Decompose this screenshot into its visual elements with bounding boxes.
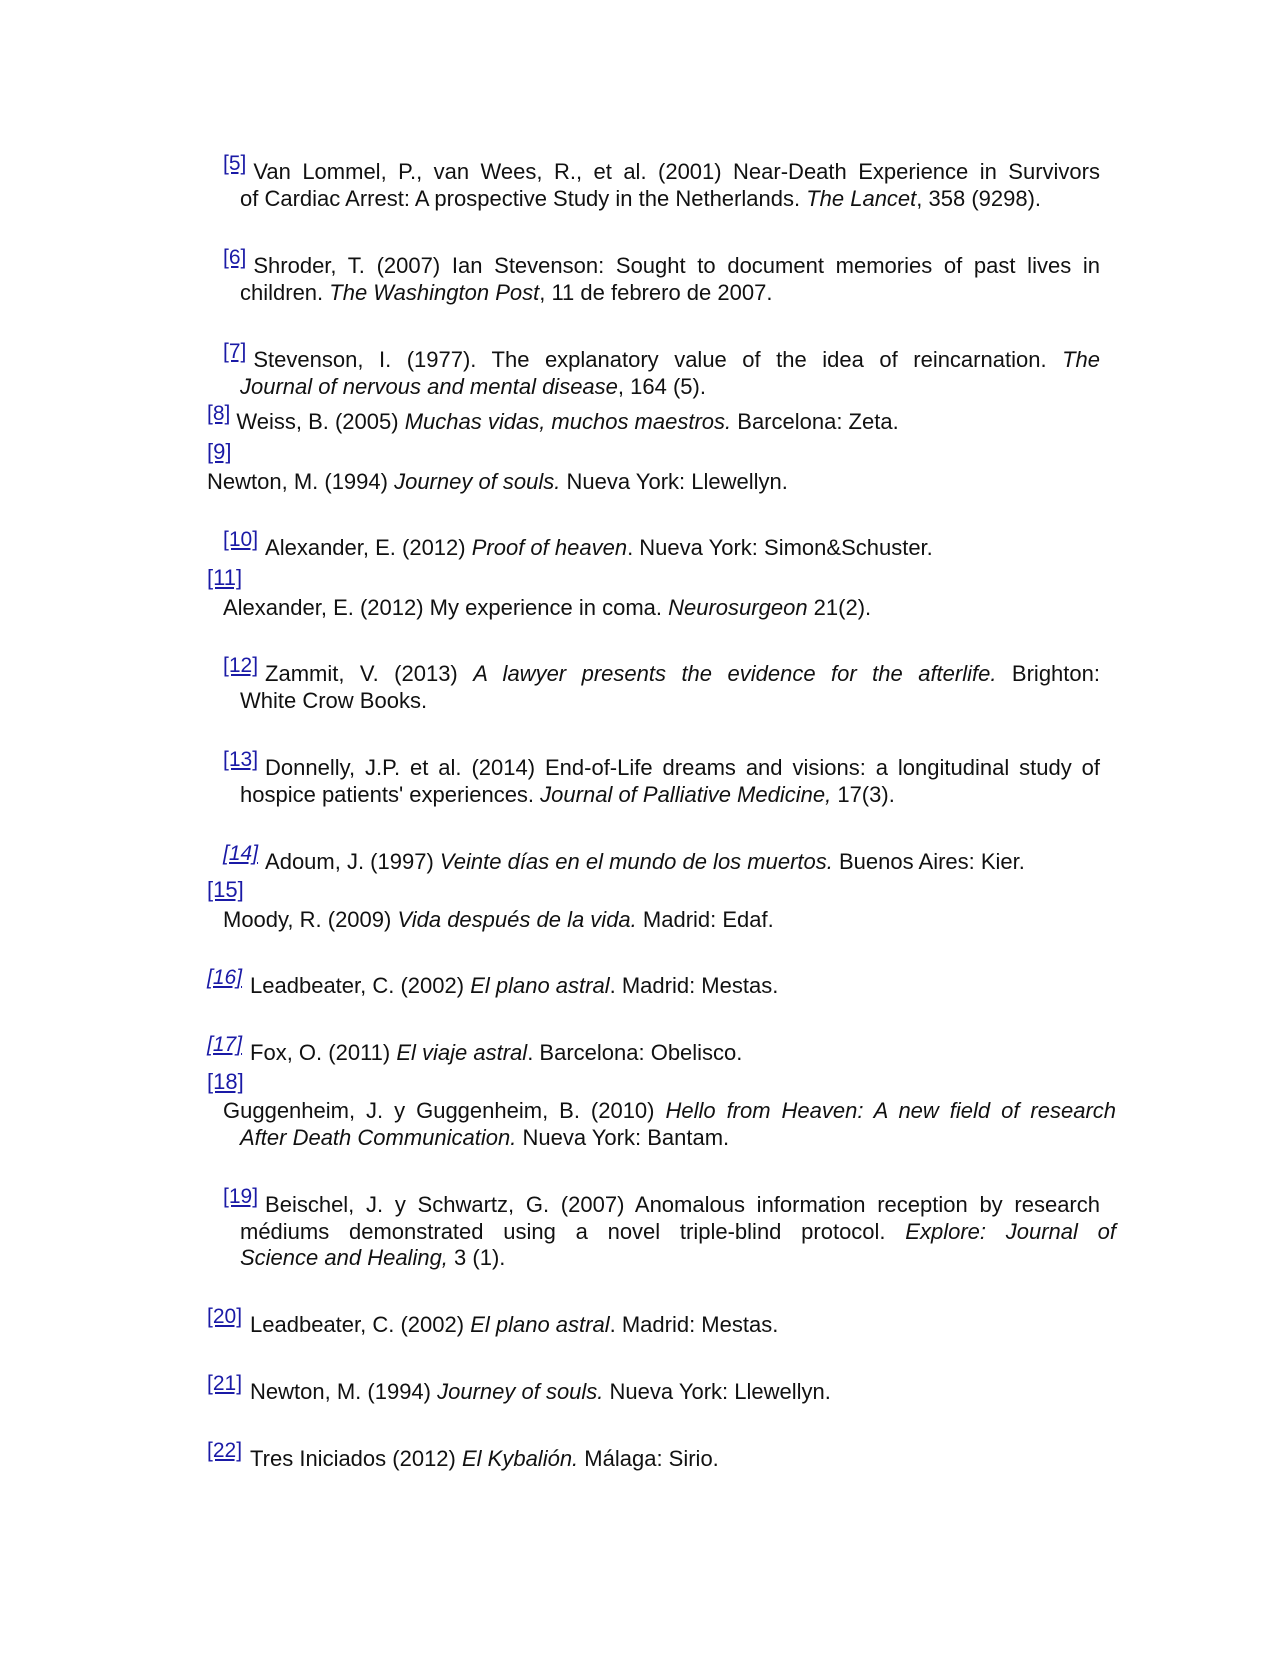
footnote-link-14[interactable]: [14]	[223, 842, 259, 865]
reference-21	[207, 1372, 831, 1406]
footnote-link-12[interactable]: [12]	[223, 654, 259, 677]
reference-text: Moody, R. (2009)	[223, 907, 398, 932]
reference-journal: The Washington Post	[329, 280, 540, 305]
reference-journal: Journal of nervous and mental disease	[240, 374, 618, 399]
reference-20	[207, 1305, 779, 1339]
reference-text: Brighton:	[996, 661, 1100, 686]
reference-journal: Explore: Journal of	[905, 1219, 1116, 1244]
footnote-link-20[interactable]: [20]	[207, 1305, 243, 1328]
reference-text: Zammit, V. (2013)	[265, 661, 474, 686]
reference-journal: The Lancet	[806, 186, 917, 211]
footnote-link-18[interactable]: [18]	[207, 1069, 244, 1094]
reference-title: After Death Communication.	[240, 1125, 517, 1150]
reference-17	[207, 1033, 743, 1067]
footnote-link-7[interactable]: [7]	[223, 340, 247, 363]
reference-7-line-2	[240, 373, 706, 400]
footnote-link-19[interactable]: [19]	[223, 1185, 259, 1208]
reference-22	[207, 1439, 719, 1473]
footnote-link-21[interactable]: [21]	[207, 1372, 243, 1395]
reference-title: Muchas vidas, muchos maestros.	[404, 409, 732, 434]
reference-title: A lawyer presents the evidence for the afterlife.	[473, 661, 997, 686]
footnote-link-11[interactable]: [11]	[207, 565, 243, 590]
reference-text: Weiss, B. (2005)	[236, 409, 405, 434]
reference-text: . Madrid: Mestas.	[609, 1312, 779, 1337]
reference-text: Fox, O. (2011)	[250, 1040, 397, 1065]
reference-9	[207, 468, 788, 495]
reference-text: Alexander, E. (2012) My experience in coma.	[223, 595, 669, 620]
reference-13-line-2	[240, 781, 895, 808]
reference-11-mark-line	[207, 564, 242, 591]
reference-18-line-2	[240, 1124, 729, 1151]
reference-text: Leadbeater, C. (2002)	[250, 1312, 471, 1337]
reference-text: 3 (1).	[447, 1245, 506, 1270]
reference-text: Madrid: Edaf.	[636, 907, 774, 932]
reference-text: Nueva York: Llewellyn.	[560, 469, 788, 494]
reference-title: El Kybalión.	[461, 1446, 579, 1471]
reference-18-line-1	[223, 1097, 1116, 1124]
reference-11	[223, 594, 871, 621]
reference-text: Beischel, J. y Schwartz, G. (2007) Anomalous information reception by research	[265, 1192, 1100, 1217]
reference-19-line-3	[240, 1244, 505, 1271]
footnote-link-16[interactable]: [16]	[207, 966, 243, 989]
reference-16	[207, 966, 779, 1000]
reference-text: Barcelona: Zeta.	[731, 409, 899, 434]
reference-title: Proof of heaven	[471, 535, 628, 560]
reference-9-mark-line	[207, 438, 231, 465]
reference-text: Málaga: Sirio.	[578, 1446, 719, 1471]
footnote-link-8[interactable]: [8]	[207, 402, 231, 425]
reference-18-mark-line	[207, 1068, 244, 1095]
reference-text: . Barcelona: Obelisco.	[527, 1040, 743, 1065]
reference-5-line-2	[240, 185, 1041, 212]
reference-title: Vida después de la vida.	[397, 907, 637, 932]
reference-text: Donnelly, J.P. et al. (2014) End-of-Life dreams and visions: a longitudinal study of	[265, 755, 1100, 780]
reference-title: Journey of souls.	[437, 1379, 604, 1404]
reference-journal: Science and Healing,	[240, 1245, 448, 1270]
reference-text: Newton, M. (1994)	[250, 1379, 438, 1404]
reference-6-line-1	[223, 246, 1100, 280]
reference-journal: Neurosurgeon	[668, 595, 808, 620]
reference-12-line-1	[223, 654, 1100, 688]
reference-text: Guggenheim, J. y Guggenheim, B. (2010)	[223, 1098, 666, 1123]
reference-text: , 11 de febrero de 2007.	[539, 280, 773, 305]
footnote-link-10[interactable]: [10]	[223, 528, 259, 551]
reference-14	[223, 842, 1025, 876]
reference-text: 21(2).	[807, 595, 872, 620]
reference-title: El plano astral	[470, 1312, 610, 1337]
reference-19-line-2	[240, 1218, 1116, 1245]
reference-text: children.	[240, 280, 330, 305]
reference-title: El plano astral	[470, 973, 610, 998]
reference-text: Nueva York: Llewellyn.	[603, 1379, 831, 1404]
reference-text: Nueva York: Bantam.	[516, 1125, 730, 1150]
reference-title: Hello from Heaven: A new field of research	[665, 1098, 1117, 1123]
reference-text: Newton, M. (1994)	[207, 469, 395, 494]
reference-text: Shroder, T. (2007) Ian Stevenson: Sought to document memories of past lives in	[253, 253, 1100, 278]
footnote-link-17[interactable]: [17]	[207, 1033, 243, 1056]
reference-text: médiums demonstrated using a novel triple-blind protocol.	[240, 1219, 906, 1244]
reference-text: , 164 (5).	[617, 374, 706, 399]
footnote-link-9[interactable]: [9]	[207, 439, 232, 464]
reference-19-line-1	[223, 1185, 1100, 1219]
reference-text: Leadbeater, C. (2002)	[250, 973, 471, 998]
reference-12-line-2	[240, 687, 427, 714]
reference-8	[207, 402, 899, 436]
reference-text: Van Lommel, P., van Wees, R., et al. (2001) Near-Death Experience in Survivors	[253, 159, 1100, 184]
reference-text: White Crow Books.	[240, 688, 428, 713]
reference-text: . Madrid: Mestas.	[609, 973, 779, 998]
reference-journal: Journal of Palliative Medicine,	[540, 782, 832, 807]
footnote-link-6[interactable]: [6]	[223, 246, 247, 269]
footnote-link-22[interactable]: [22]	[207, 1439, 243, 1462]
reference-text: Tres Iniciados (2012)	[250, 1446, 462, 1471]
reference-text: Buenos Aires: Kier.	[832, 849, 1025, 874]
reference-15	[223, 906, 774, 933]
reference-6-line-2	[240, 279, 772, 306]
reference-text: Alexander, E. (2012)	[265, 535, 472, 560]
reference-text: . Nueva York: Simon&Schuster.	[627, 535, 933, 560]
footnote-link-15[interactable]: [15]	[207, 877, 244, 902]
footnote-link-5[interactable]: [5]	[223, 152, 247, 175]
reference-title: Veinte días en el mundo de los muertos.	[439, 849, 833, 874]
reference-title: Journey of souls.	[394, 469, 561, 494]
reference-5-line-1	[223, 152, 1100, 186]
reference-15-mark-line	[207, 876, 244, 903]
reference-text: Adoum, J. (1997)	[265, 849, 440, 874]
reference-13-line-1	[223, 748, 1100, 782]
reference-text: hospice patients' experiences.	[240, 782, 541, 807]
reference-journal: The	[1062, 347, 1100, 372]
reference-7-line-1	[223, 340, 1100, 374]
reference-text: , 358 (9298).	[916, 186, 1042, 211]
reference-text: Stevenson, I. (1977). The explanatory value of the idea of reincarnation.	[253, 347, 1063, 372]
reference-10	[223, 528, 933, 562]
footnote-link-13[interactable]: [13]	[223, 748, 259, 771]
reference-text: 17(3).	[831, 782, 895, 807]
reference-title: El viaje astral	[396, 1040, 528, 1065]
reference-text: of Cardiac Arrest: A prospective Study in the Netherlands.	[240, 186, 807, 211]
